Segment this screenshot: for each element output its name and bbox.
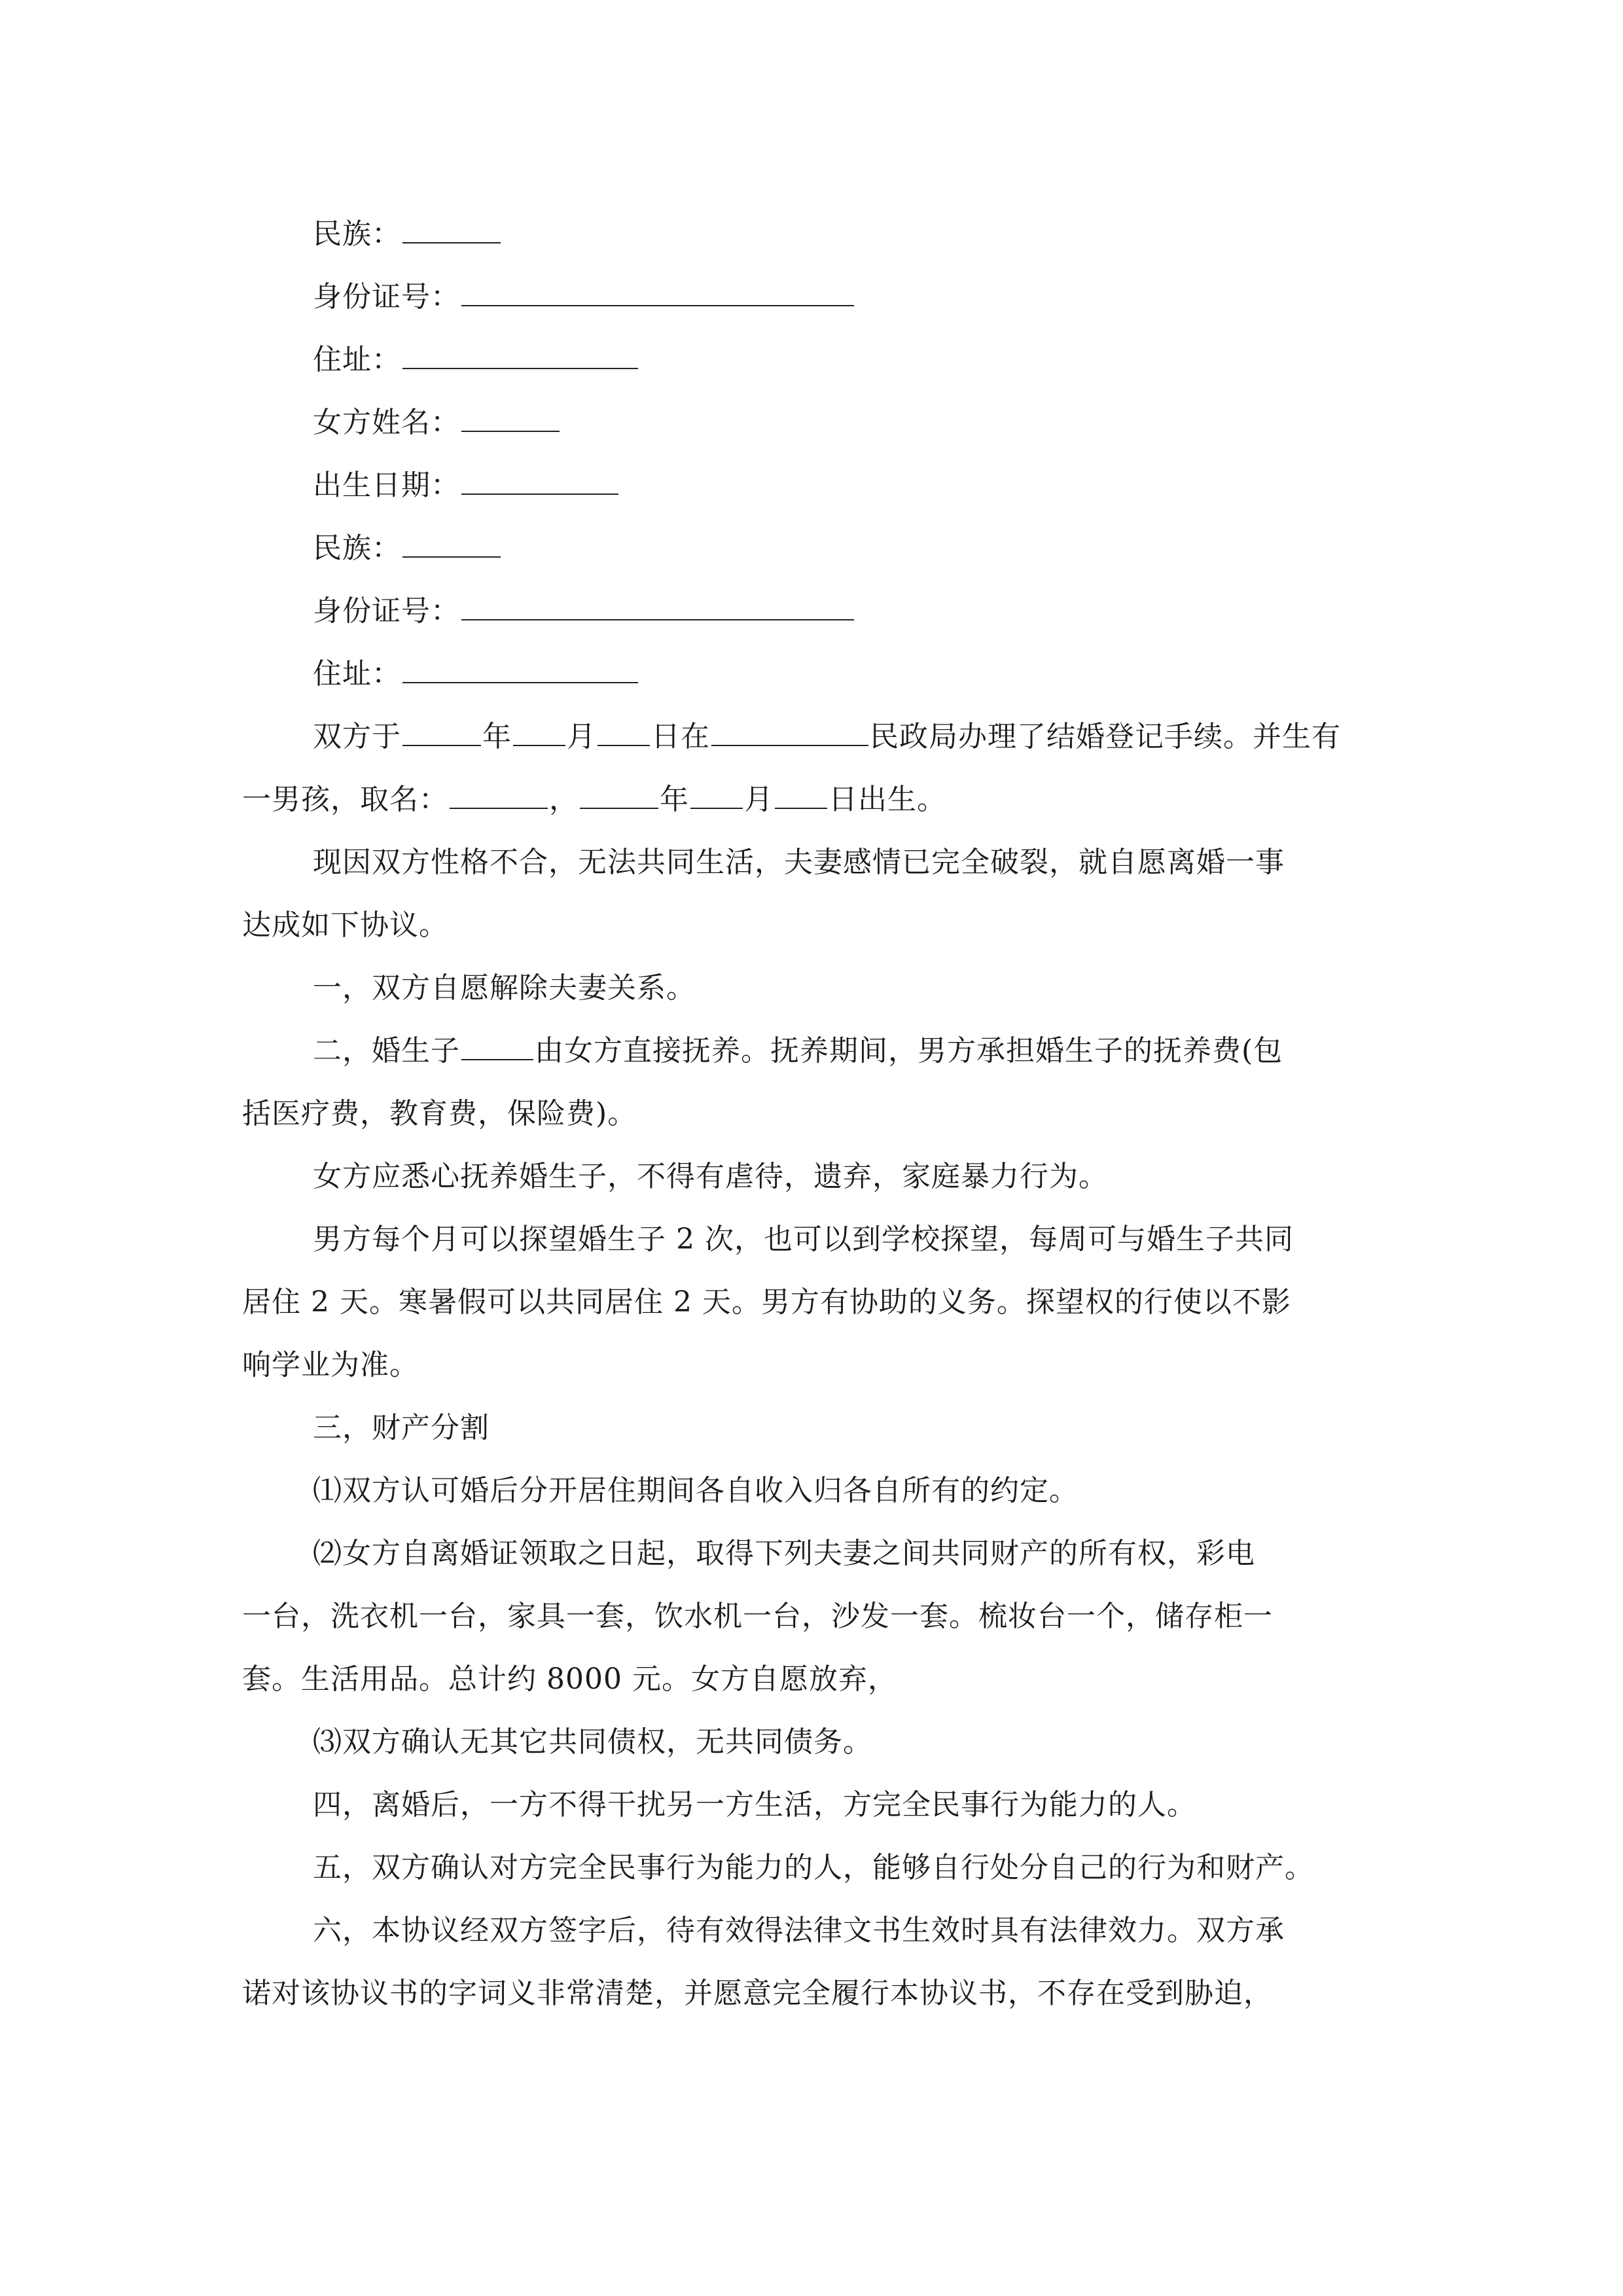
female-name-label: 女方姓名： <box>313 406 460 439</box>
ethnicity-label: 民族： <box>313 217 401 251</box>
clause-2-line1 <box>242 1020 1381 1083</box>
reason-line2: 达成如下协议。 <box>242 908 448 942</box>
address-blank <box>402 338 638 369</box>
id-blank <box>461 275 854 306</box>
text: 二，婚生子 <box>313 1034 460 1067</box>
address-blank <box>402 652 638 683</box>
ethnicity-blank <box>402 526 501 558</box>
female-id-row <box>242 580 1381 643</box>
text: ， <box>549 783 579 816</box>
text: 民政局办理了结婚登记手续。并生有 <box>870 720 1341 753</box>
address-label: 住址： <box>313 343 401 376</box>
child-name-blank <box>450 778 548 809</box>
year-blank <box>580 778 658 809</box>
female-name-row <box>242 391 1381 454</box>
text: 双方于 <box>313 720 401 753</box>
child-blank <box>461 1029 533 1060</box>
clause-3-heading: 三，财产分割 <box>313 1411 490 1444</box>
female-ethnicity-row <box>242 517 1381 580</box>
clause-3-item-2-line3: 套。生活用品。总计约 8000 元。女方自愿放弃， <box>242 1662 897 1696</box>
clause-3-item-2-line2: 一台，洗衣机一台，家具一套，饮水机一台，沙发一套。梳妆台一个，储存柜一 <box>242 1600 1273 1633</box>
clause-3-item-3: ⑶双方确认无其它共同债权，无共同债务。 <box>313 1725 872 1759</box>
male-id-row <box>242 266 1381 329</box>
ethnicity-blank <box>402 212 501 243</box>
address-label: 住址： <box>313 657 401 691</box>
text: 日出生。 <box>829 783 946 816</box>
birth-blank <box>461 463 618 495</box>
visitation-line1: 男方每个月可以探望婚生子 2 次，也可以到学校探望，每周可与婚生子共同 <box>313 1223 1294 1256</box>
month-blank <box>690 778 743 809</box>
text: 月 <box>744 783 774 816</box>
male-ethnicity-row <box>242 203 1381 266</box>
female-address-row <box>242 643 1381 706</box>
reason-line1: 现因双方性格不合，无法共同生活，夫妻感情已完全破裂，就自愿离婚一事 <box>313 846 1285 879</box>
agreement-body <box>242 203 1381 2025</box>
male-address-row <box>242 329 1381 391</box>
clause-3-item-2-line1: ⑵女方自离婚证领取之日起，取得下列夫妻之间共同财产的所有权，彩电 <box>313 1537 1255 1570</box>
id-label: 身份证号： <box>313 594 460 628</box>
female-name-blank <box>461 401 560 432</box>
clause-6-line2: 诺对该协议书的字词义非常清楚，并愿意完全履行本协议书，不存在受到胁迫， <box>242 1977 1273 2010</box>
text: 日在 <box>651 720 710 753</box>
month-blank <box>513 715 565 746</box>
year-blank <box>402 715 481 746</box>
female-birth-row <box>242 454 1381 517</box>
clause-2-note: 女方应悉心抚养婚生子，不得有虐待，遗弃，家庭暴力行为。 <box>313 1160 1108 1193</box>
text: 月 <box>567 720 596 753</box>
ethnicity-label: 民族： <box>313 531 401 565</box>
clause-3-item-1: ⑴双方认可婚后分开居住期间各自收入归各自所有的约定。 <box>313 1474 1079 1507</box>
id-blank <box>461 589 854 620</box>
text: 年 <box>482 720 512 753</box>
text: 一男孩，取名： <box>242 783 448 816</box>
bureau-blank <box>711 715 868 746</box>
text: 由女方直接抚养。抚养期间，男方承担婚生子的抚养费(包 <box>535 1034 1283 1067</box>
clause-5: 五，双方确认对方完全民事行为能力的人，能够自行处分自己的行为和财产。 <box>313 1851 1314 1884</box>
visitation-line2: 居住 2 天。寒暑假可以共同居住 2 天。男方有协助的义务。探望权的行使以不影 <box>242 1285 1291 1319</box>
id-label: 身份证号： <box>313 280 460 314</box>
marriage-paragraph-line2 <box>242 768 1381 831</box>
clause-6-line1: 六，本协议经双方签字后，待有效得法律文书生效时具有法律效力。双方承 <box>313 1914 1285 1947</box>
day-blank <box>597 715 650 746</box>
clause-4: 四，离婚后，一方不得干扰另一方生活，方完全民事行为能力的人。 <box>313 1788 1196 1821</box>
text: 年 <box>660 783 689 816</box>
visitation-line3: 响学业为准。 <box>242 1348 419 1382</box>
clause-2-line2: 括医疗费，教育费，保险费)。 <box>242 1097 637 1130</box>
marriage-paragraph-line1 <box>242 706 1381 768</box>
day-blank <box>775 778 827 809</box>
birth-label: 出生日期： <box>313 469 460 502</box>
clause-1: 一，双方自愿解除夫妻关系。 <box>313 971 696 1005</box>
